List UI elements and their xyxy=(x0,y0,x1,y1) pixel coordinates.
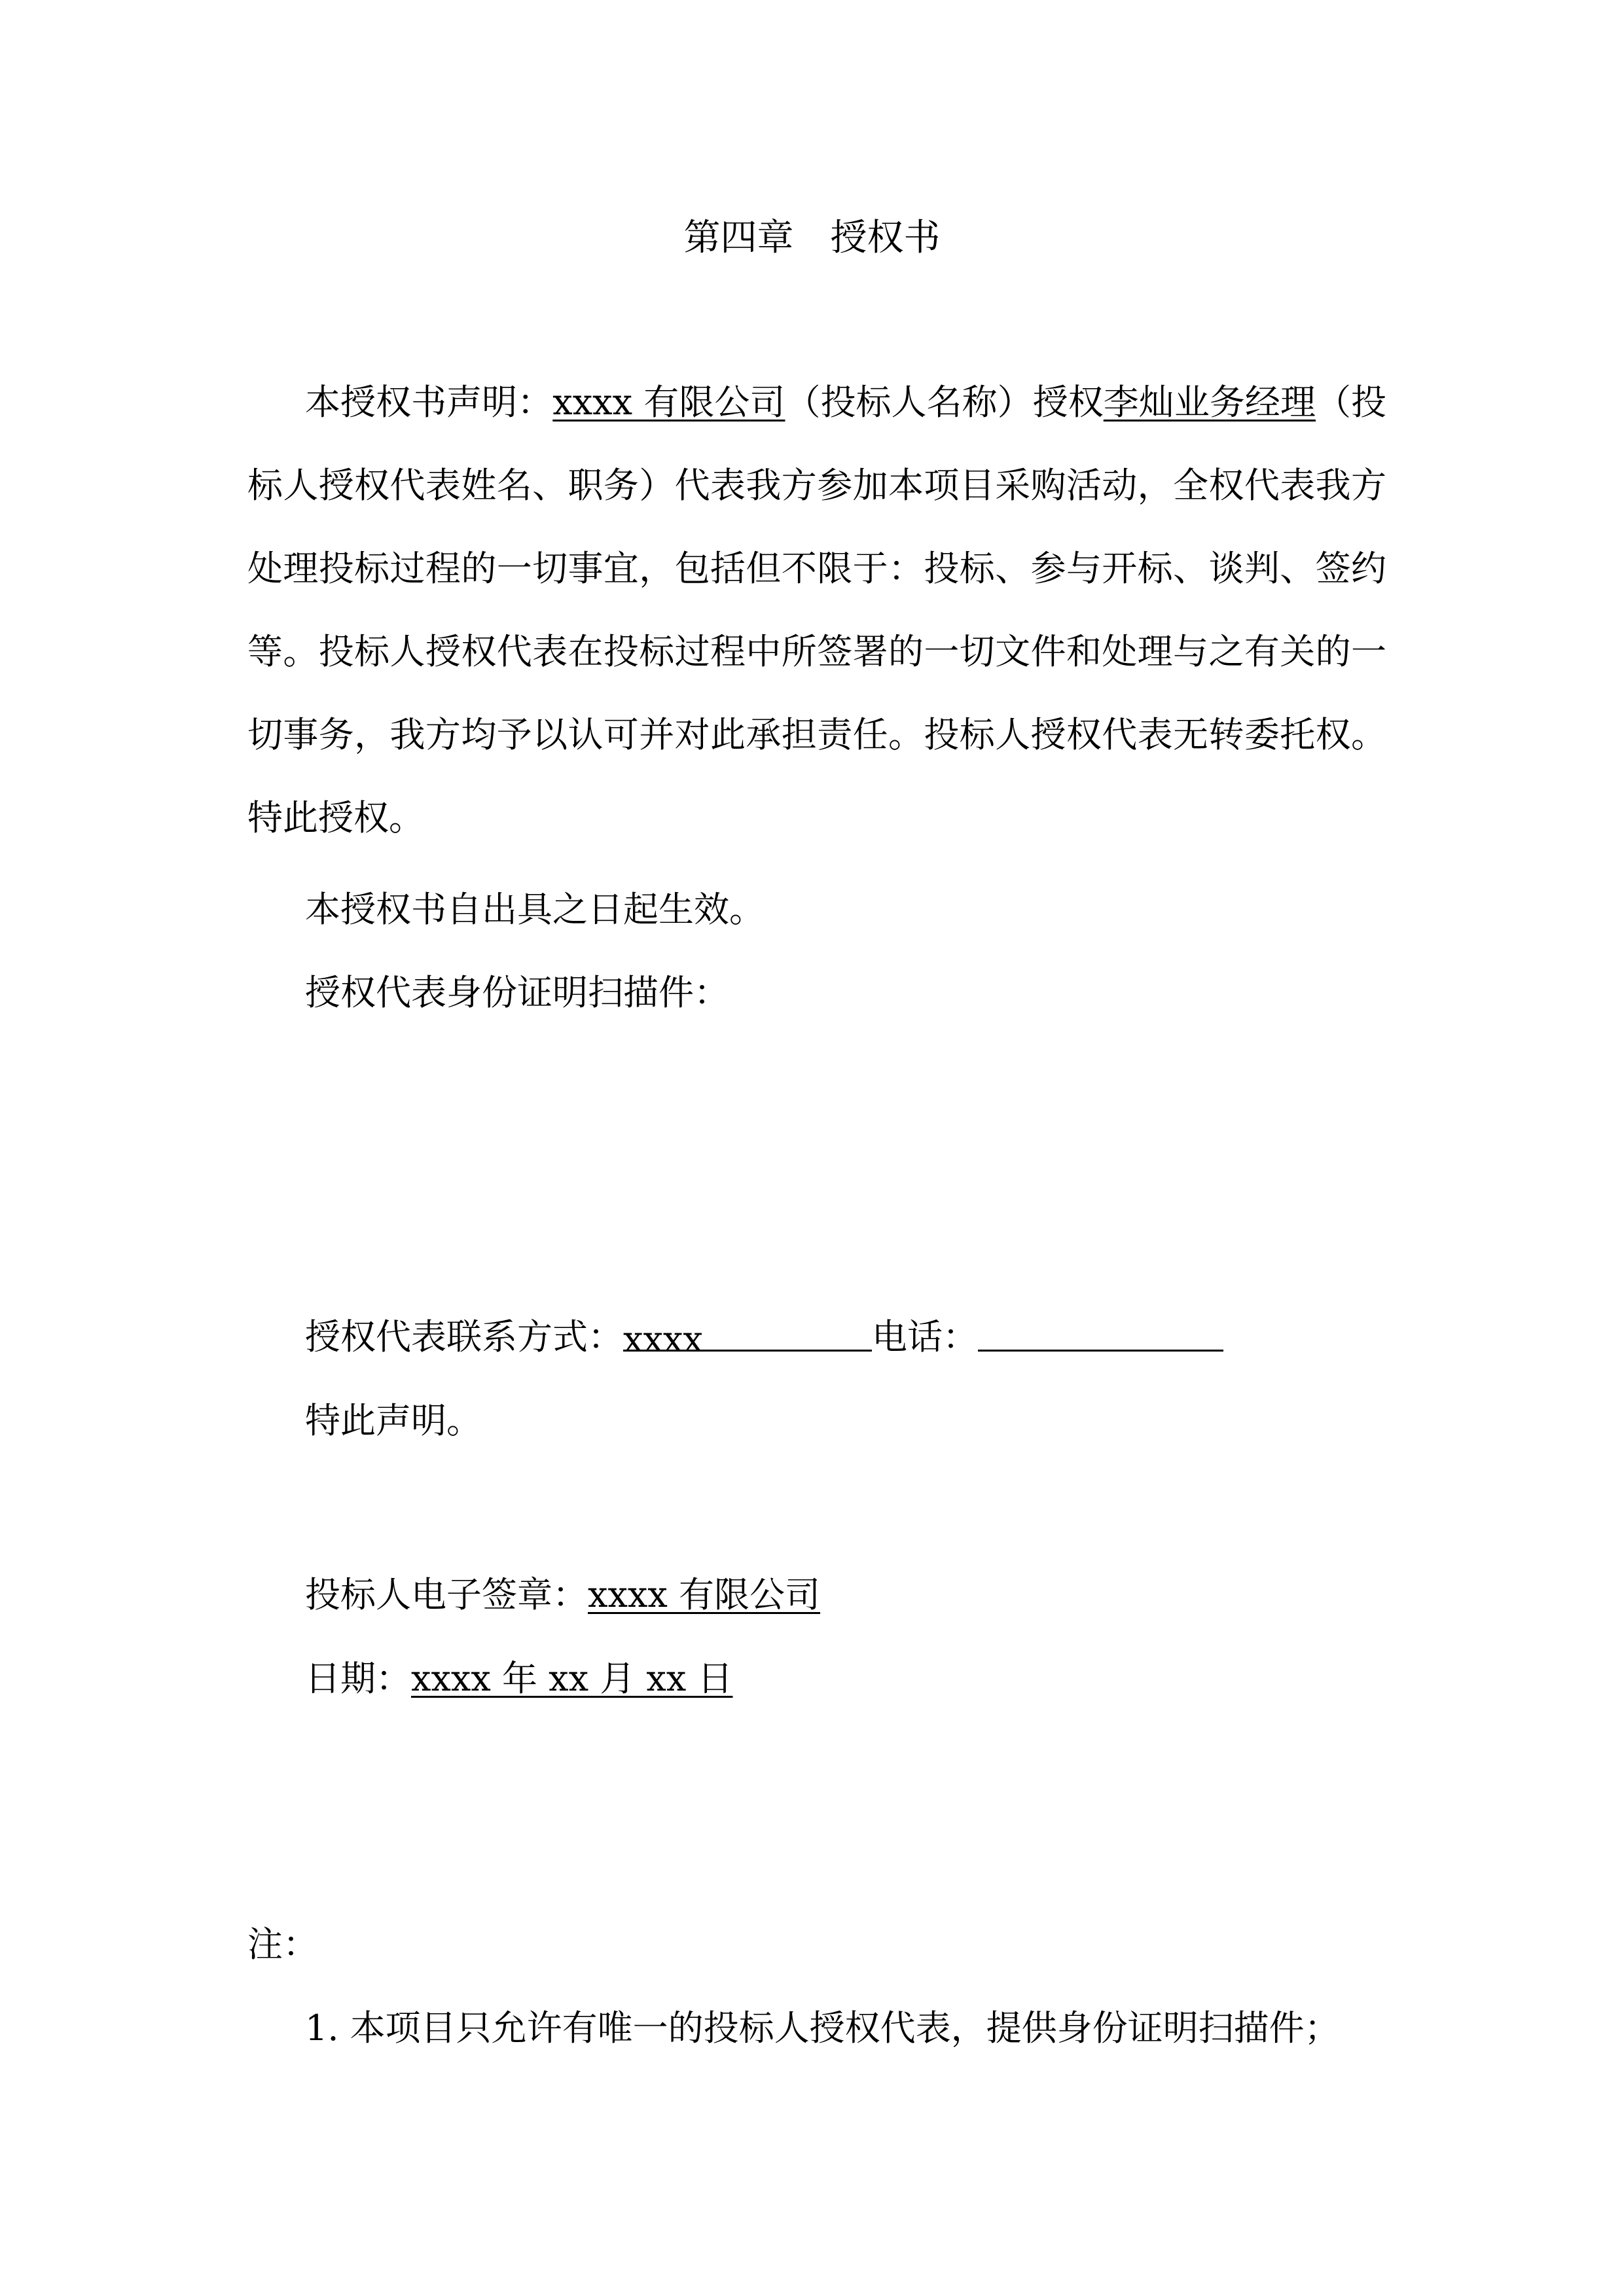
date-value: xxxx 年 xx 月 xx 日 xyxy=(411,1658,733,1699)
representative-name: 李灿业务经理 xyxy=(1103,382,1316,423)
signature-line xyxy=(305,1566,820,1624)
date-label: 日期： xyxy=(305,1658,411,1699)
contact-value: xxxx xyxy=(623,1319,703,1360)
notes-label: 注： xyxy=(247,1924,318,1965)
note-item: 1. 本项目只允许有唯一的投标人授权代表，提供身份证明扫描件； xyxy=(305,2007,1340,2049)
declaration-prefix: 本授权书声明： xyxy=(305,382,553,423)
effective-statement: 本授权书自出具之日起生效。 xyxy=(305,889,765,930)
date-line xyxy=(305,1649,732,1708)
id-scan-label: 授权代表身份证明扫描件： xyxy=(305,972,729,1013)
signature-label: 投标人电子签章： xyxy=(305,1574,588,1615)
contact-label: 授权代表联系方式： xyxy=(305,1316,623,1357)
declaration-paragraph xyxy=(247,361,1386,859)
phone-label: 电话： xyxy=(872,1316,978,1357)
company-note: （投标人名称）授权 xyxy=(785,382,1104,423)
signature-value: xxxx 有限公司 xyxy=(588,1574,820,1615)
company-name: xxxx 有限公司 xyxy=(552,382,785,423)
statement-text: 特此声明。 xyxy=(305,1400,482,1441)
phone-field xyxy=(978,1310,1223,1352)
contact-field xyxy=(623,1310,872,1360)
declaration-body: （投标人授权代表姓名、职务）代表我方参加本项目采购活动，全权代表我方处理投标过程的一切事宜，包括但不限于：投标、参与开标、谈判、签约等。投标人授权代表在投标过程中所签署的一切文件和处理与之有关的一切事务，我方均予以认可并对此承担责任。投标人授权代表无转委托权。特此授权。 xyxy=(247,382,1387,838)
document-title: 第四章 授权书 xyxy=(683,217,941,259)
contact-line xyxy=(305,1308,1223,1367)
